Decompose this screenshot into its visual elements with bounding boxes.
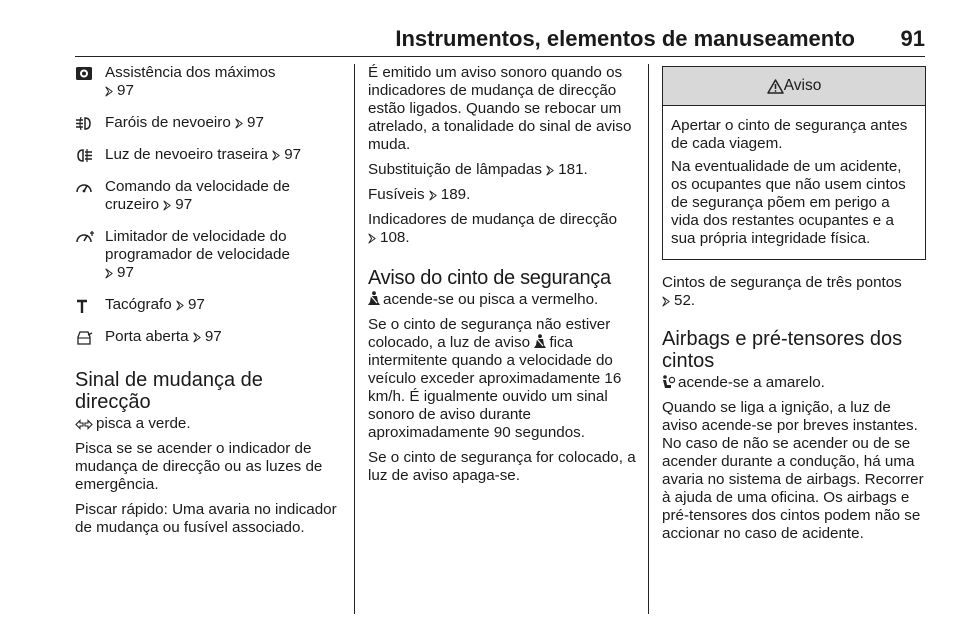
page-header: [75, 26, 925, 56]
section-lead: acende-se ou pisca a vermelho.: [368, 291, 638, 309]
paragraph: Se o cinto de segurança não estiver colocado, a luz de aviso fica intermitente quando a velocidade do veículo exceder aproximadamente 16 km/h. É igualmente ouvido um sinal sonoro de aviso durante aproximadamente 90 segundos.: [368, 316, 622, 441]
page-ref-arrow-icon: [368, 233, 377, 244]
page-ref-link[interactable]: 97: [117, 264, 134, 281]
paragraph: Substituição de lâmpadas 181.: [368, 161, 588, 178]
indicator-label: Comando da velocidade de cruzeiro: [105, 178, 290, 213]
page-ref-arrow-icon: [105, 268, 114, 279]
page-ref-arrow-icon: [193, 332, 202, 343]
indicator-label: Porta aberta: [105, 328, 189, 345]
indicator-label: Faróis de nevoeiro: [105, 114, 231, 131]
page-ref-arrow-icon: [662, 296, 671, 307]
front-fog-lamp-icon: [75, 114, 105, 131]
header-rule: [75, 56, 925, 57]
section-heading-turn-signal: Sinal de mudança de direcção: [75, 369, 263, 413]
page-ref-arrow-icon: [105, 86, 114, 97]
seatbelt-reminder-icon: [368, 291, 380, 306]
indicator-label: Assistência dos máximos: [105, 64, 276, 81]
cruise-control-icon: [75, 178, 105, 195]
warning-triangle-icon: [767, 79, 784, 94]
indicator-limiter: [75, 228, 343, 282]
airbag-icon: [662, 375, 675, 389]
indicator-max-assist: [75, 64, 343, 100]
section-lead: acende-se a amarelo.: [662, 374, 926, 392]
section-heading-seatbelt: Aviso do cinto de segurança: [368, 267, 611, 289]
door-open-icon: [75, 328, 105, 347]
column-1: [75, 64, 343, 544]
column-divider-1: [354, 64, 355, 614]
chapter-title: Instrumentos, elementos de manuseamento: [395, 26, 855, 51]
warning-box: [662, 66, 926, 260]
warning-box-body: [663, 106, 925, 259]
page-ref-arrow-icon: [429, 190, 438, 201]
paragraph: É emitido um aviso sonoro quando os indicadores de mudança de direcção estão ligados. Quando se rebocar um atrelado, a tonalidade do sinal de aviso muda.: [368, 64, 632, 153]
column-3: [662, 64, 926, 550]
paragraph: Quando se liga a ignição, a luz de aviso acende-se por breves instantes. No caso de não se acender ou de se acender durante a condução, há uma avaria no sistema de airbags. Recorrer à ajuda de uma oficina. Os airbags e pré-tensores dos cintos podem não se accionar no caso de acidente.: [662, 399, 924, 542]
page-ref-arrow-icon: [163, 200, 172, 211]
page-ref-link[interactable]: 97: [117, 82, 134, 99]
page-ref-link[interactable]: 97: [187, 296, 205, 313]
warning-box-title: Aviso: [783, 77, 822, 94]
indicator-fog-front: [75, 114, 343, 132]
page-ref-arrow-icon: [176, 300, 185, 311]
page-number: 91: [900, 26, 925, 51]
indicator-fog-rear: [75, 146, 343, 164]
rear-fog-lamp-icon: [75, 146, 105, 163]
section-lead: pisca a verde.: [75, 415, 343, 433]
page-ref-arrow-icon: [235, 118, 244, 129]
paragraph: Na eventualidade de um acidente, os ocupantes que não usem cintos de segurança põem em perigo a vida dos restantes ocupantes e a sua própria integridade física.: [671, 158, 906, 247]
paragraph: Cintos de segurança de três pontos 52.: [662, 274, 902, 309]
page-ref-link[interactable]: 97: [247, 114, 264, 131]
indicator-label: Limitador de velocidade do programador de velocidade: [105, 228, 290, 263]
paragraph: Se o cinto de segurança for colocado, a luz de aviso apaga-se.: [368, 449, 636, 484]
page-ref-link[interactable]: 97: [204, 328, 222, 345]
page-ref-arrow-icon: [272, 150, 281, 161]
indicator-door-open: [75, 328, 343, 347]
speed-limit-display-icon: [75, 64, 105, 81]
indicator-label: Tacógrafo: [105, 296, 172, 313]
tachograph-icon: [75, 296, 105, 314]
page-ref-link[interactable]: 108.: [380, 229, 410, 246]
page-ref-link[interactable]: 52.: [674, 292, 696, 309]
column-2: [368, 64, 638, 492]
paragraph: Apertar o cinto de segurança antes de cada viagem.: [671, 117, 908, 152]
page-ref-arrow-icon: [546, 165, 555, 176]
warning-box-header: [663, 67, 925, 106]
page-ref-link[interactable]: 181.: [558, 161, 588, 178]
page-ref-link[interactable]: 97: [175, 196, 193, 213]
turn-signal-arrows-icon: [75, 419, 93, 430]
page-ref-link[interactable]: 97: [284, 146, 302, 163]
paragraph: Piscar rápido: Uma avaria no indicador de mudança ou fusível associado.: [75, 501, 337, 536]
page-ref-link[interactable]: 189.: [440, 186, 471, 203]
indicator-label: Luz de nevoeiro traseira: [105, 146, 268, 163]
paragraph: Pisca se se acender o indicador de mudança de direcção ou as luzes de emergência.: [75, 440, 323, 493]
paragraph: Fusíveis 189.: [368, 186, 471, 203]
section-heading-airbags: Airbags e pré-tensores dos cintos: [662, 328, 903, 372]
speed-limiter-icon: [75, 228, 105, 245]
seatbelt-reminder-icon: [534, 334, 546, 349]
column-divider-2: [648, 64, 649, 614]
indicator-cruise: [75, 178, 343, 214]
indicator-tachograph: [75, 296, 343, 314]
paragraph: Indicadores de mudança de direcção 108.: [368, 211, 618, 246]
